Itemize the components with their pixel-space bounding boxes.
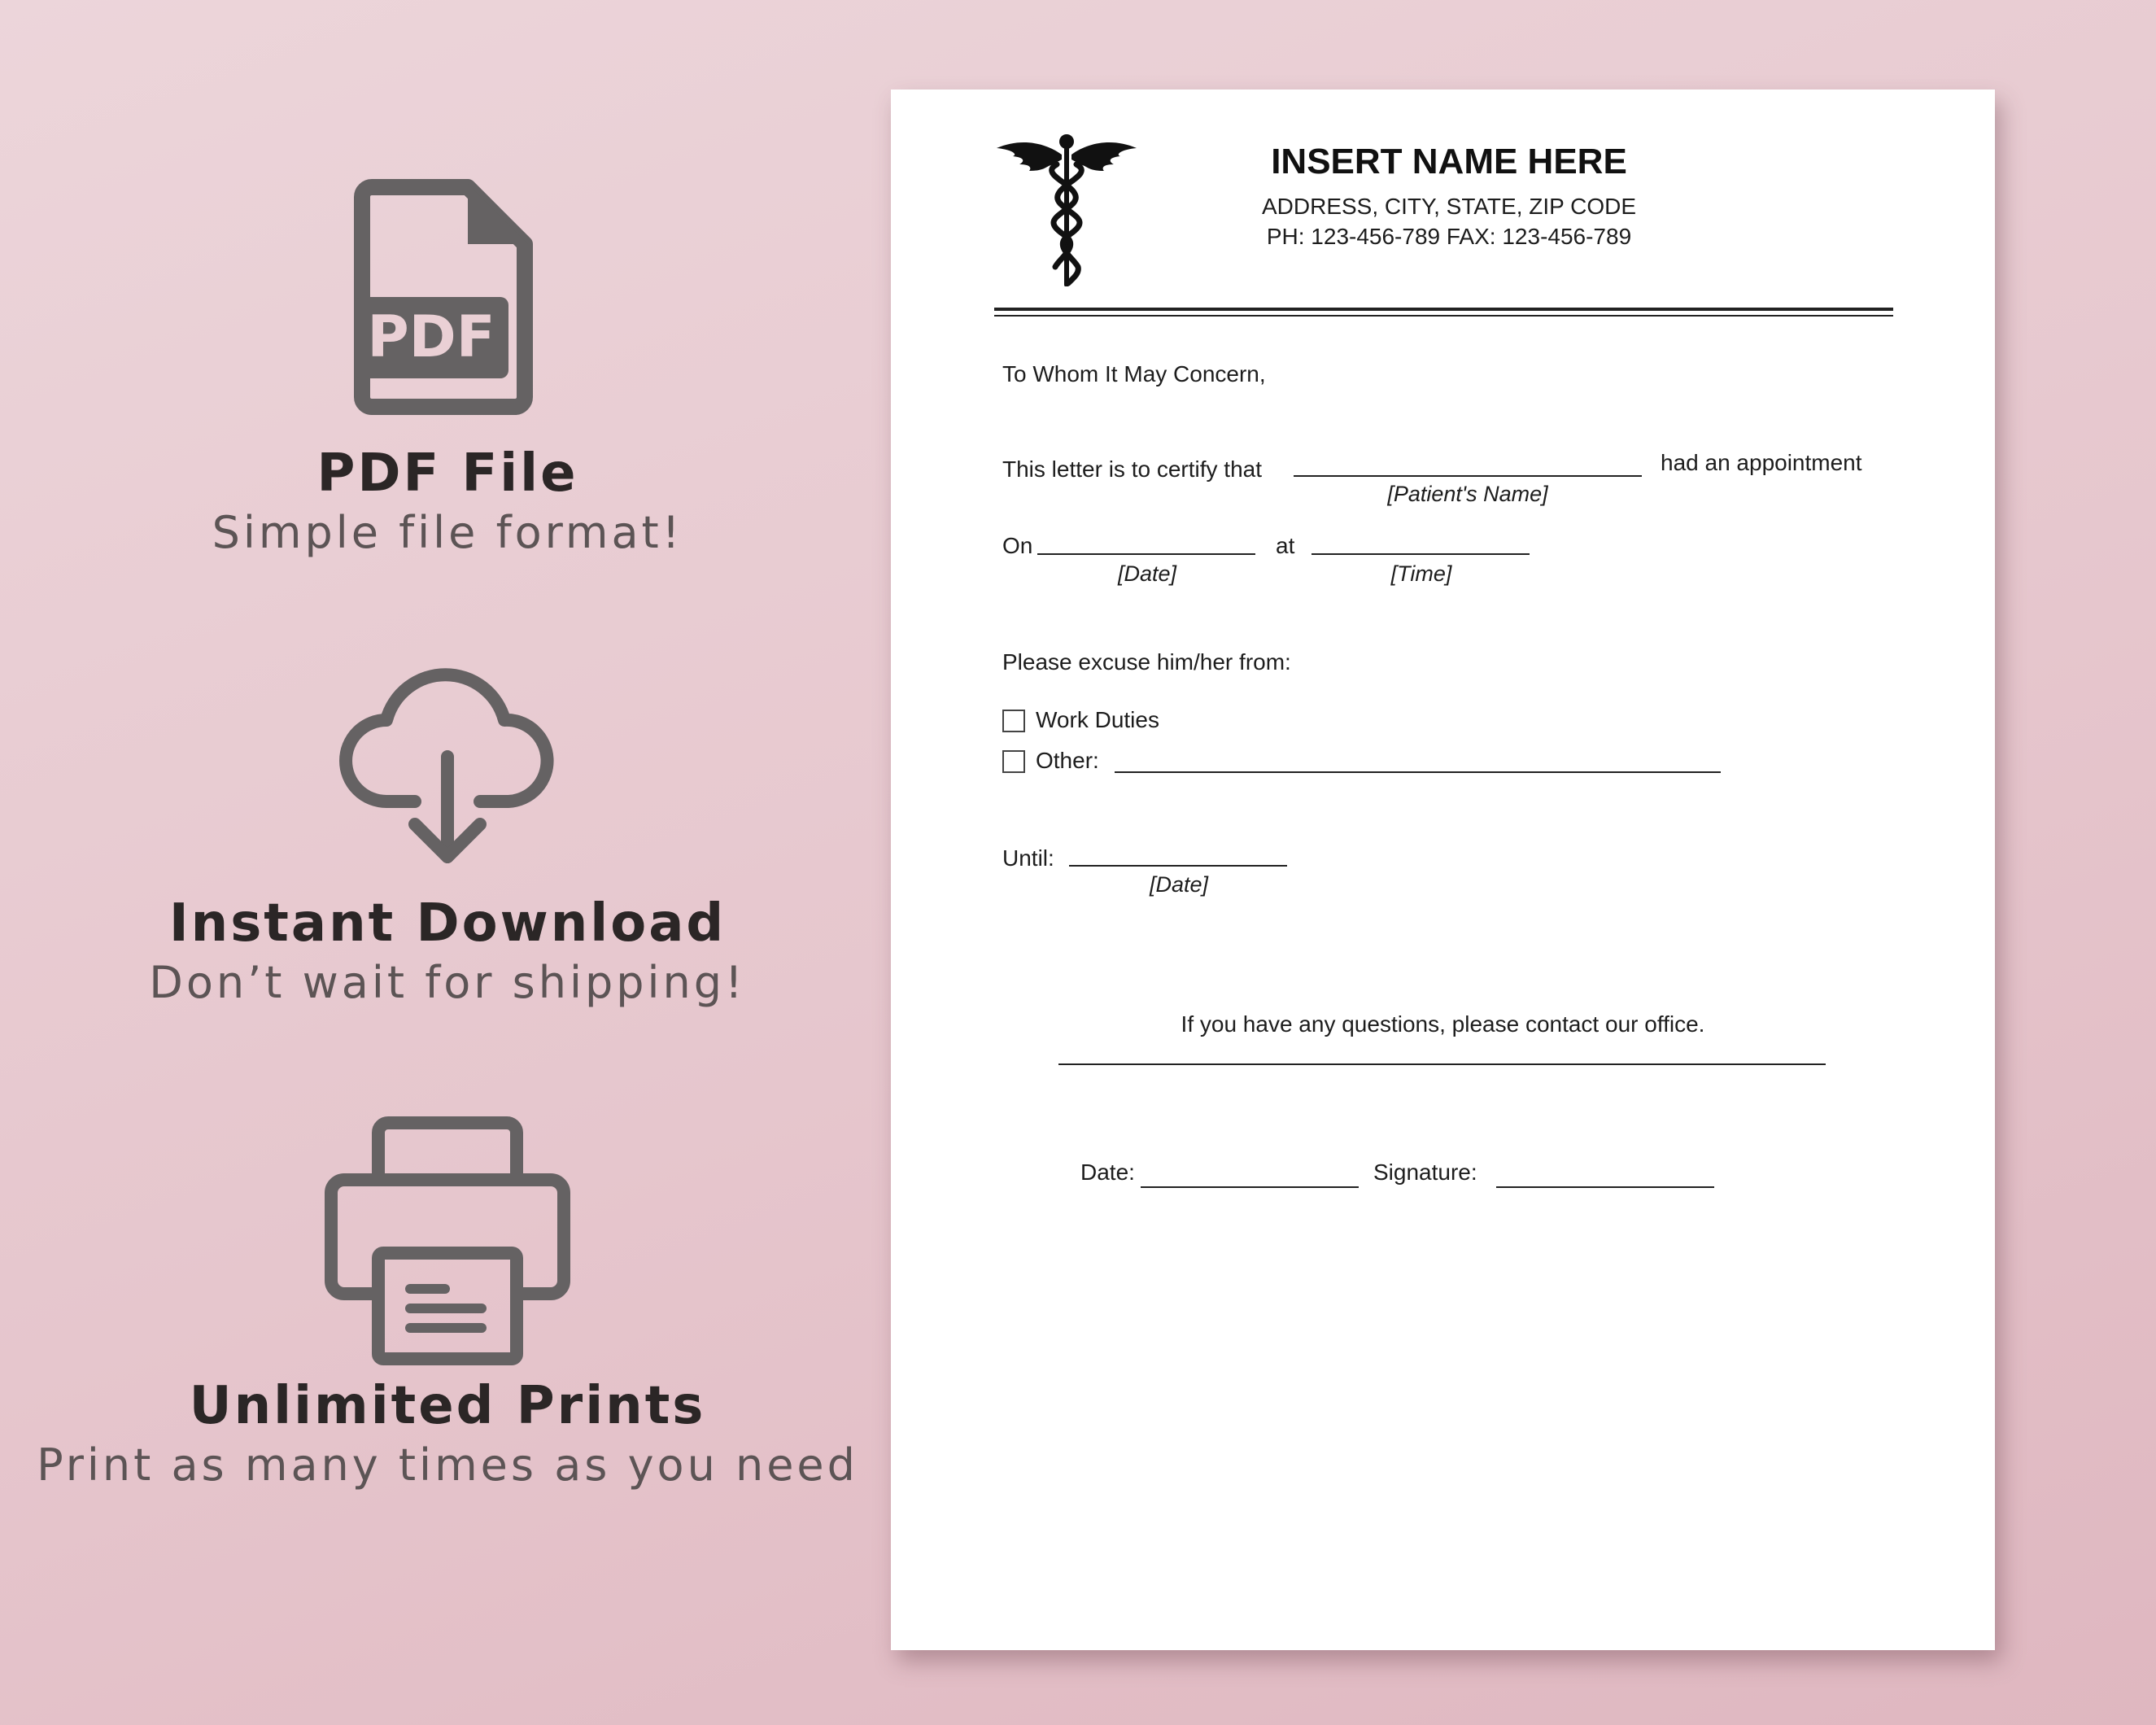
other-field[interactable] (1115, 771, 1721, 773)
date-label: Date: (1080, 1159, 1135, 1185)
practice-contact: PH: 123-456-789 FAX: 123-456-789 (1266, 224, 1632, 249)
certify-text: This letter is to certify that (1002, 456, 1262, 482)
header-rule (994, 308, 1893, 311)
excuse-label: Please excuse him/her from: (1002, 649, 1291, 675)
certify-suffix: had an appointment (1661, 450, 1862, 475)
header-rule-thin (994, 315, 1893, 317)
appointment-time-field[interactable] (1311, 553, 1530, 555)
note-rule (1058, 1063, 1826, 1065)
practice-address: ADDRESS, CITY, STATE, ZIP CODE (1261, 194, 1637, 219)
feature-subtitle: Print as many times as you need (37, 1439, 858, 1491)
practice-name: INSERT NAME HERE (1271, 142, 1627, 181)
caduceus-icon (995, 124, 1138, 286)
pdf-file-icon (354, 179, 541, 415)
other-label: Other: (1036, 748, 1099, 773)
date-hint: [Date] (1117, 561, 1177, 586)
contact-note: If you have any questions, please contact our office. (1181, 1011, 1705, 1037)
patient-name-field[interactable] (1294, 475, 1642, 477)
cloud-download-icon (338, 663, 557, 867)
feature-pdf-file (0, 179, 895, 558)
printer-icon (321, 1115, 574, 1367)
other-checkbox[interactable] (1002, 750, 1025, 773)
patient-name-hint: [Patient's Name] (1387, 482, 1548, 506)
appointment-date-field[interactable] (1037, 553, 1255, 555)
feature-subtitle: Simple file format! (212, 507, 683, 558)
work-duties-checkbox[interactable] (1002, 710, 1025, 732)
time-hint: [Time] (1390, 561, 1452, 586)
work-duties-label: Work Duties (1036, 707, 1159, 732)
until-date-field[interactable] (1069, 865, 1287, 867)
feature-unlimited-prints (0, 1115, 895, 1491)
at-label: at (1276, 533, 1295, 558)
feature-title: Instant Download (168, 893, 727, 954)
pdf-icon-label: PDF (367, 304, 495, 370)
until-date-hint: [Date] (1149, 872, 1209, 897)
feature-subtitle: Don’t wait for shipping! (149, 957, 746, 1008)
signature-label: Signature: (1373, 1159, 1477, 1185)
feature-title: Unlimited Prints (189, 1376, 706, 1436)
feature-title: PDF File (316, 443, 578, 504)
doctor-note-document (891, 90, 1995, 1650)
footer-date-field[interactable] (1141, 1186, 1359, 1188)
until-label: Until: (1002, 845, 1054, 871)
feature-instant-download (0, 663, 895, 1008)
signature-field[interactable] (1496, 1186, 1714, 1188)
greeting: To Whom It May Concern, (1002, 361, 1266, 386)
on-label: On (1002, 533, 1033, 558)
